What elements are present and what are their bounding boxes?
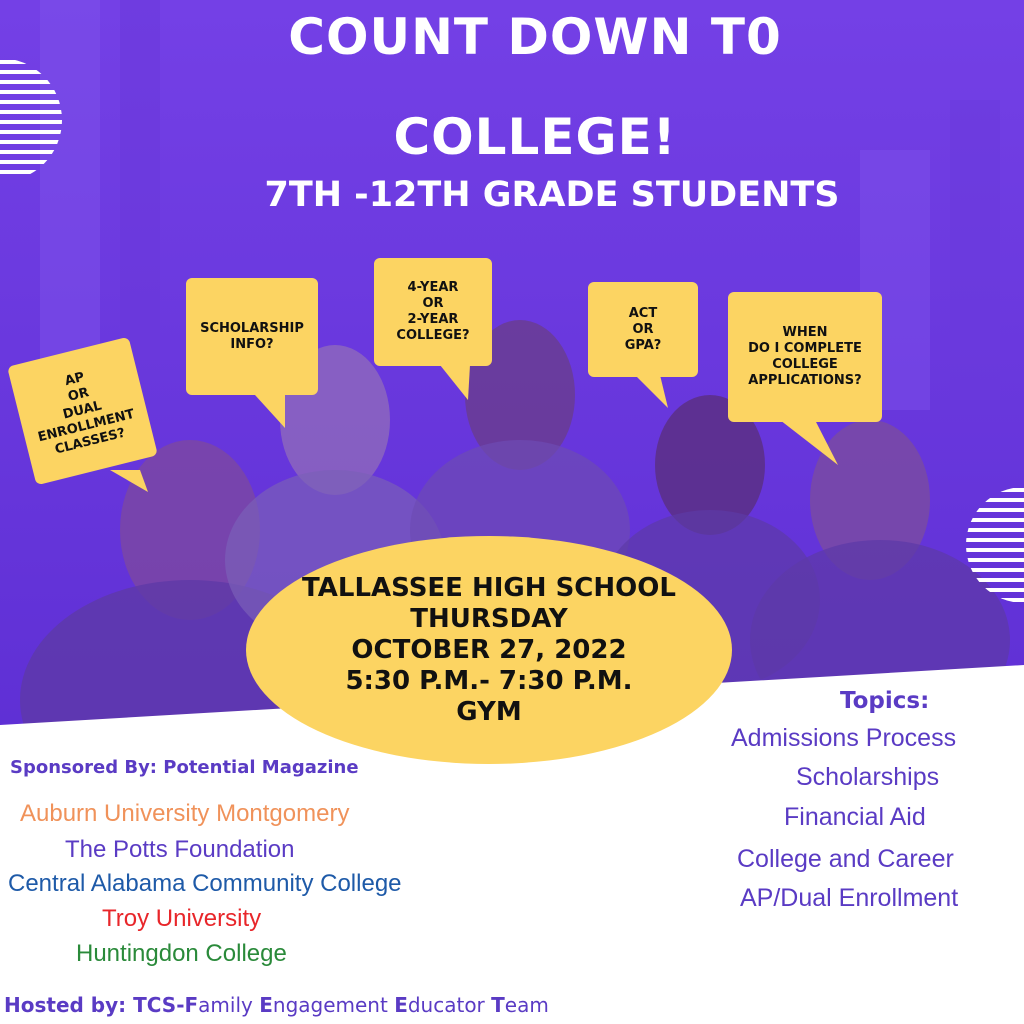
title-line-1: COUNT DOWN T0 — [288, 8, 782, 66]
topic-scholarships: Scholarships — [796, 763, 940, 791]
topic-admissions: Admissions Process — [731, 724, 957, 752]
sponsor-potts: The Potts Foundation — [65, 836, 295, 863]
topics-heading: Topics: — [840, 688, 930, 714]
event-day: THURSDAY — [410, 603, 568, 634]
event-place: GYM — [456, 696, 522, 727]
bubble-college-type: 4-YEAR OR 2-YEAR COLLEGE? — [374, 258, 492, 366]
sponsor-central-alabama: Central Alabama Community College — [8, 870, 402, 897]
event-date: OCTOBER 27, 2022 — [351, 634, 627, 665]
sponsor-troy: Troy University — [102, 905, 262, 932]
sponsor-huntingdon: Huntingdon College — [76, 940, 287, 967]
sponsor-auburn: Auburn University Montgomery — [20, 800, 350, 827]
topic-financial-aid: Financial Aid — [784, 803, 926, 831]
event-school: TALLASSEE HIGH SCHOOL — [302, 572, 676, 603]
event-time: 5:30 P.M.- 7:30 P.M. — [345, 665, 633, 696]
bubble-scholarship: SCHOLARSHIP INFO? — [186, 278, 318, 395]
bubble-ap-dual: AP OR DUAL ENROLLMENT CLASSES? — [7, 337, 158, 486]
bubble-act-gpa: ACT OR GPA? — [588, 282, 698, 377]
topic-ap-dual: AP/Dual Enrollment — [740, 884, 959, 912]
event-details-oval — [246, 536, 732, 764]
title-line-2: COLLEGE! — [393, 108, 677, 166]
bubble-applications: WHEN DO I COMPLETE COLLEGE APPLICATIONS? — [728, 292, 882, 422]
grade-subtitle: 7TH -12TH GRADE STUDENTS — [264, 175, 840, 215]
hosted-by: Hosted by: TCS-Family Engagement Educator Team — [4, 993, 549, 1017]
topic-college-career: College and Career — [737, 845, 954, 873]
sponsors-heading: Sponsored By: Potential Magazine — [10, 757, 359, 778]
